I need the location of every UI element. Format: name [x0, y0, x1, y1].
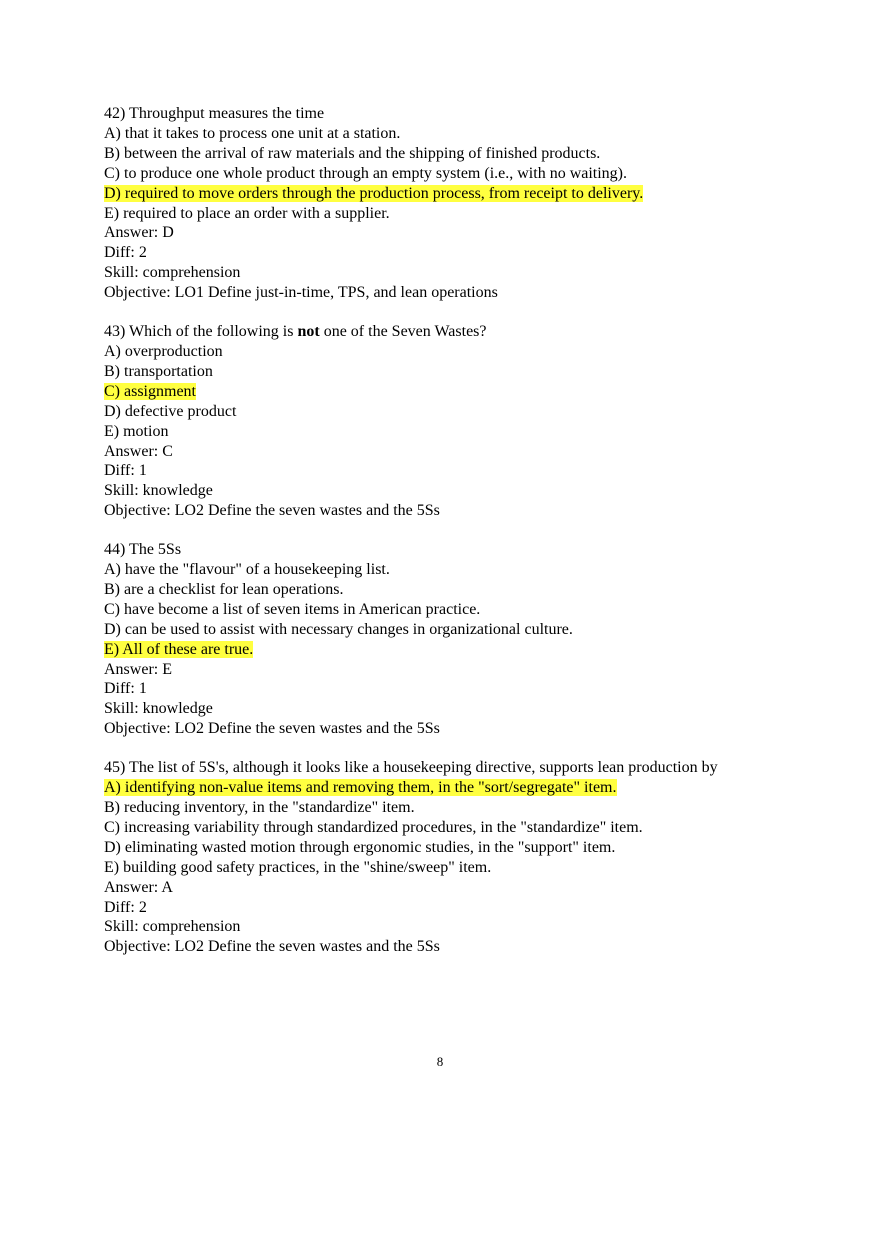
option-a: A) that it takes to process one unit at a station.	[104, 124, 401, 142]
highlighted-answer: D) required to move orders through the production process, from receipt to delivery.	[104, 184, 644, 202]
option-d	[104, 184, 844, 204]
question-42	[104, 104, 844, 303]
question-stem: 43) Which of the following is not one of the Seven Wastes?	[104, 323, 487, 341]
question-43	[104, 322, 844, 521]
option-e: E) building good safety practices, in the "shine/sweep" item.	[104, 858, 492, 876]
option-b: B) reducing inventory, in the "standardize" item.	[104, 799, 415, 816]
option-c	[104, 382, 844, 402]
option-e: E) motion	[104, 422, 169, 440]
highlighted-answer: C) assignment	[104, 382, 196, 400]
answer-line: Answer: C	[104, 442, 173, 460]
objective-line: Objective: LO2 Define the seven wastes and the 5Ss	[104, 720, 440, 738]
question-list	[104, 104, 844, 976]
highlighted-answer: A) identifying non-value items and removing them, in the "sort/segregate" item.	[104, 779, 617, 797]
question-45	[104, 758, 844, 957]
question-stem: 44) The 5Ss	[104, 541, 182, 559]
answer-line: Answer: D	[104, 224, 174, 242]
option-e	[104, 640, 844, 660]
highlighted-answer: E) All of these are true.	[104, 640, 254, 658]
option-b: B) between the arrival of raw materials and the shipping of finished products.	[104, 144, 601, 162]
option-a: A) have the "flavour" of a housekeeping list.	[104, 561, 390, 579]
option-e: E) required to place an order with a supplier.	[104, 204, 390, 222]
option-c: C) increasing variability through standardized procedures, in the "standardize" item.	[104, 818, 643, 836]
skill-line: Skill: knowledge	[104, 482, 213, 500]
question-44	[104, 540, 844, 739]
objective-line: Objective: LO1 Define just-in-time, TPS, and lean operations	[104, 284, 498, 302]
answer-line: Answer: A	[104, 878, 173, 896]
option-c: C) to produce one whole product through an empty system (i.e., with no waiting).	[104, 164, 628, 182]
difficulty-line: Diff: 2	[104, 244, 147, 262]
question-stem: 42) Throughput measures the time	[104, 105, 325, 122]
option-c: C) have become a list of seven items in American practice.	[104, 600, 481, 618]
option-b: B) are a checklist for lean operations.	[104, 580, 344, 598]
question-stem: 45) The list of 5S's, although it looks like a housekeeping directive, supports lean production by	[104, 759, 718, 777]
skill-line: Skill: knowledge	[104, 700, 213, 718]
option-d: D) eliminating wasted motion through ergonomic studies, in the "support" item.	[104, 838, 616, 856]
option-d: D) defective product	[104, 402, 237, 420]
page-number: 8	[436, 1054, 444, 1069]
objective-line: Objective: LO2 Define the seven wastes and the 5Ss	[104, 938, 440, 956]
difficulty-line: Diff: 2	[104, 898, 147, 916]
answer-line: Answer: E	[104, 660, 172, 678]
difficulty-line: Diff: 1	[104, 462, 147, 480]
option-a: A) overproduction	[104, 342, 223, 360]
emphasis-text: not	[297, 323, 320, 341]
skill-line: Skill: comprehension	[104, 918, 241, 936]
objective-line: Objective: LO2 Define the seven wastes and the 5Ss	[104, 502, 440, 520]
option-d: D) can be used to assist with necessary changes in organizational culture.	[104, 620, 573, 638]
skill-line: Skill: comprehension	[104, 264, 241, 282]
option-b: B) transportation	[104, 362, 213, 380]
difficulty-line: Diff: 1	[104, 680, 147, 698]
option-a	[104, 778, 844, 798]
